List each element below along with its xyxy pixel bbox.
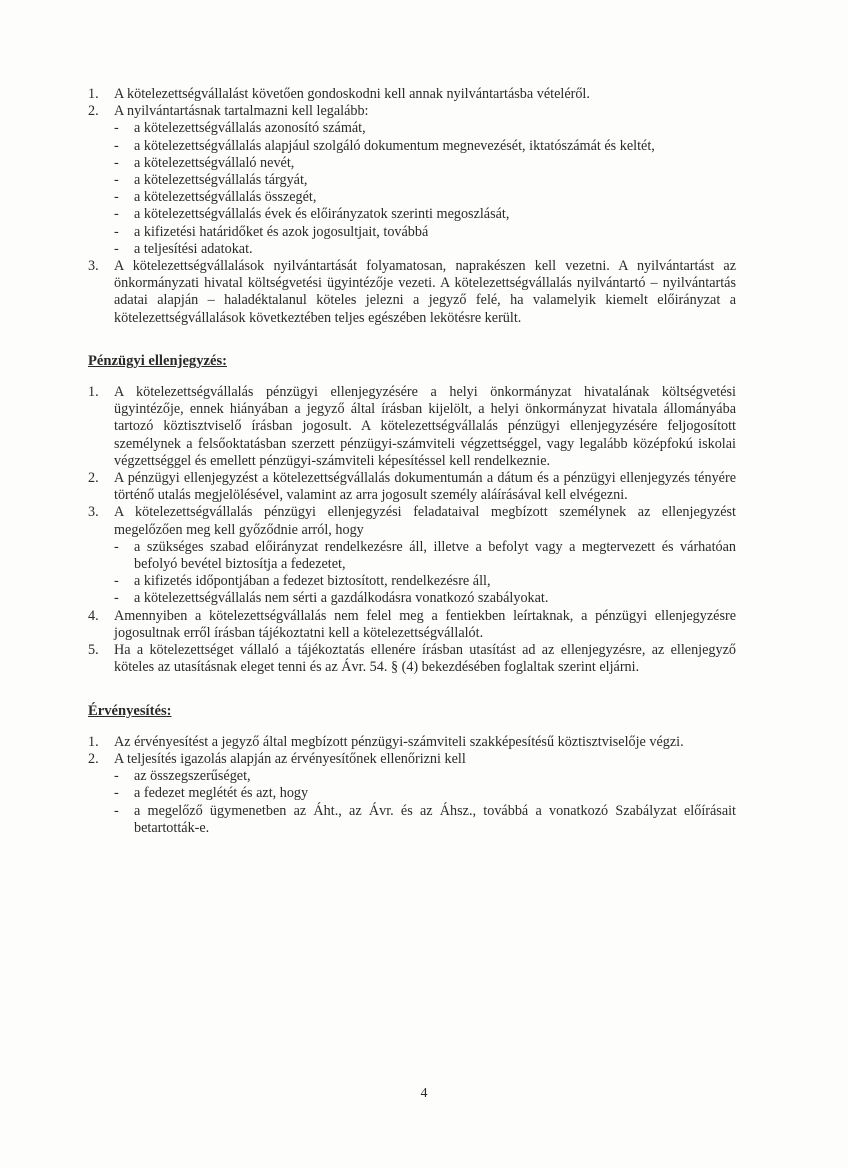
sub-item: - a kötelezettségvállalás alapjául szolgáló dokumentum megnevezését, iktatószámát és keltét, [114, 138, 736, 155]
item-number: 5. [88, 642, 99, 659]
list-item [88, 258, 736, 327]
financial-countersignature-list [88, 384, 736, 676]
list-item [88, 103, 736, 258]
sub-item: - a teljesítési adatokat. [114, 241, 736, 258]
item-number: 1. [88, 384, 99, 401]
commitment-register-list [88, 86, 736, 327]
item-text: Az érvényesítést a jegyző által megbízott pénzügyi-számviteli szakképesítésű köztisztviselője végzi. [114, 733, 684, 750]
countersignature-checks-list [114, 539, 736, 608]
sub-item: - a megelőző ügymenetben az Áht., az Ávr. és az Áhsz., továbbá a vonatkozó Szabályzat előírásait betartották-e. [114, 803, 736, 837]
page-number: 4 [420, 1086, 428, 1101]
list-item [88, 642, 736, 676]
item-text: A kötelezettségvállalás pénzügyi ellenjegyzési feladataival megbízott személynek az ellenjegyzést megelőzően meg kell győződnie arról, hogy [114, 504, 736, 538]
sub-item: - a kötelezettségvállalás összegét, [114, 189, 736, 206]
item-number: 3. [88, 258, 99, 275]
section-heading-validation: Érvényesítés: [88, 702, 172, 719]
list-item [88, 734, 736, 751]
sub-item: - a kötelezettségvállaló nevét, [114, 155, 736, 172]
list-item [88, 608, 736, 642]
item-number: 3. [88, 504, 99, 521]
list-item [88, 751, 736, 837]
item-number: 2. [88, 750, 99, 767]
sub-item: - a kötelezettségvállalás tárgyát, [114, 172, 736, 189]
item-number: 2. [88, 470, 99, 487]
item-number: 1. [88, 86, 99, 102]
sub-item: - az összegszerűséget, [114, 768, 736, 785]
item-number: 1. [88, 733, 99, 750]
item-text: A kötelezettségvállalás pénzügyi ellenjegyzésére a helyi önkormányzat hivatalának költségvetési ügyintézője, ennek hiányában a jegyző által írásban kijelölt, a helyi önkormányzat hivatala állományába tartozó köztisztviselő írásban jogosult. A kötelezettségvállalás pénzügyi ellenjegyzésére feljogosított személynek a felsőoktatásban szerzett pénzügyi-számviteli végzettséggel, vagy legalább középfokú iskolai végzettséggel és emellett pénzügyi-számviteli képesítéssel kell rendelkeznie. [114, 384, 736, 469]
item-text: A kötelezettségvállalások nyilvántartását folyamatosan, naprakészen kell vezetni. A nyilvántartást az önkormányzati hivatal költségvetési ügyintézője vezeti. A kötelezettségvállalás nyilvántartó – nyilvántartás adatai alapján – haladéktalanul köteles jelezni a jegyző felé, ha valamelyik kiemelt előirányzat a kötelezettségvállalások következtében teljes egészében lekötésre került. [114, 258, 736, 326]
sub-item: - a kötelezettségvállalás évek és előirányzatok szerinti megoszlását, [114, 206, 736, 223]
validation-checks-list [114, 768, 736, 837]
sub-item: - a kifizetési határidőket és azok jogosultjait, továbbá [114, 224, 736, 241]
list-item [88, 504, 736, 607]
item-text: Amennyiben a kötelezettségvállalás nem felel meg a fentiekben leírtaknak, a pénzügyi ellenjegyzésre jogosultnak erről írásban tájékoztatni kell a kötelezettségvállalót. [114, 607, 736, 641]
sub-item: - a kötelezettségvállalás nem sérti a gazdálkodásra vonatkozó szabályokat. [114, 590, 736, 607]
register-contents-list [114, 120, 736, 258]
validation-list [88, 734, 736, 837]
list-item [88, 86, 736, 103]
item-text: A nyilvántartásnak tartalmazni kell legalább: [114, 103, 369, 120]
list-item [88, 384, 736, 470]
item-text: Ha a kötelezettséget vállaló a tájékoztatás ellenére írásban utasítást ad az ellenjegyzésre, az ellenjegyző köteles az utasításnak eleget tenni és az Ávr. 54. § (4) bekezdésében foglaltak szerint eljárni. [114, 642, 736, 676]
list-item [88, 470, 736, 504]
item-text: A teljesítés igazolás alapján az érvényesítőnek ellenőrizni kell [114, 750, 466, 767]
sub-item: - a kifizetés időpontjában a fedezet biztosított, rendelkezésre áll, [114, 573, 736, 590]
sub-item: - a fedezet meglétét és azt, hogy [114, 785, 736, 802]
item-text: A kötelezettségvállalást követően gondoskodni kell annak nyilvántartásba vételéről. [114, 86, 590, 102]
item-number: 2. [88, 103, 99, 120]
document-body [88, 86, 736, 837]
item-text: A pénzügyi ellenjegyzést a kötelezettségvállalás dokumentumán a dátum és a pénzügyi ellenjegyzés tényére történő utalás megjelölésével, valamint az arra jogosult személy aláírásával kell elvégezni. [114, 470, 736, 504]
sub-item: - a szükséges szabad előirányzat rendelkezésre áll, illetve a befolyt vagy a megtervezett és várhatóan befolyó bevétel biztosítja a fedezetet, [114, 539, 736, 573]
sub-item: - a kötelezettségvállalás azonosító számát, [114, 120, 736, 137]
section-heading-financial-countersignature: Pénzügyi ellenjegyzés: [88, 352, 228, 369]
item-number: 4. [88, 607, 99, 624]
